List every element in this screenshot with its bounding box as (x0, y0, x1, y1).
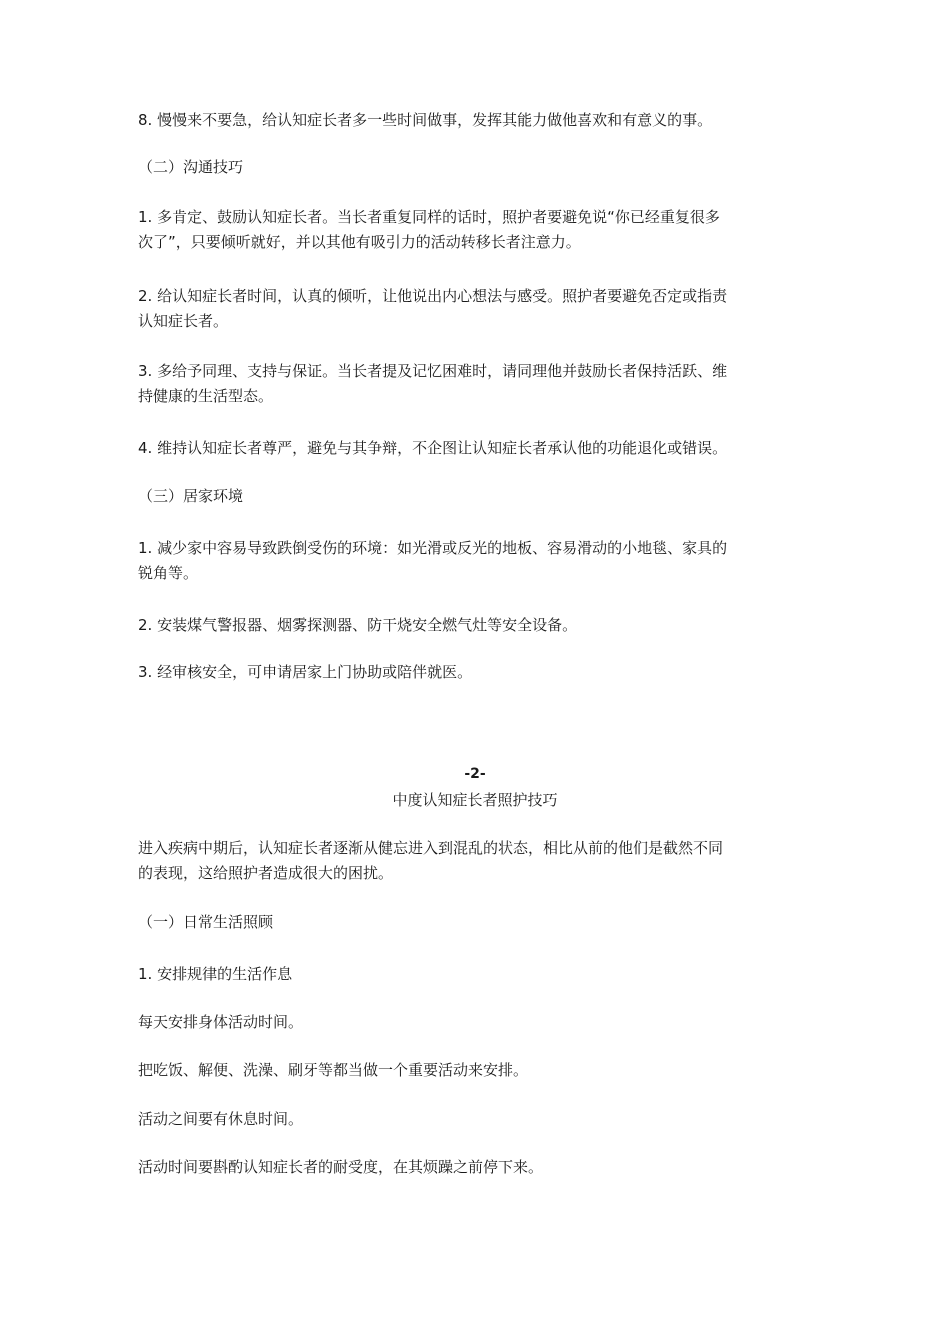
heading-home-environment: （三）居家环境 (138, 487, 244, 505)
comm-item-2-line-1: 2. 给认知症长者时间，认真的倾听，让他说出内心想法与感受。照护者要避免否定或指责 (138, 287, 728, 305)
daily-point-4: 活动时间要斟酌认知症长者的耐受度，在其烦躁之前停下来。 (138, 1158, 544, 1176)
intro-line-2: 的表现，这给照护者造成很大的困扰。 (138, 864, 394, 882)
home-item-2: 2. 安装煤气警报器、烟雾探测器、防干烧安全燃气灶等安全设备。 (138, 616, 578, 634)
heading-communication-skills: （二）沟通技巧 (138, 158, 244, 176)
intro-line-1: 进入疾病中期后，认知症长者逐渐从健忘进入到混乱的状态，相比从前的他们是截然不同 (138, 839, 724, 857)
comm-item-1-line-2: 次了”，只要倾听就好，并以其他有吸引力的活动转移长者注意力。 (138, 233, 581, 251)
daily-item-1: 1. 安排规律的生活作息 (138, 965, 293, 983)
home-item-1-line-1: 1. 减少家中容易导致跌倒受伤的环境：如光滑或反光的地板、容易滑动的小地毯、家具的 (138, 539, 728, 557)
comm-item-3-line-2: 持健康的生活型态。 (138, 387, 274, 405)
care-tip-8: 8. 慢慢来不要急，给认知症长者多一些时间做事，发挥其能力做他喜欢和有意义的事。 (138, 111, 713, 129)
home-item-1-line-2: 锐角等。 (138, 564, 199, 582)
heading-daily-care: （一）日常生活照顾 (138, 913, 274, 931)
daily-point-2: 把吃饭、解便、洗澡、刷牙等都当做一个重要活动来安排。 (138, 1061, 529, 1079)
daily-point-1: 每天安排身体活动时间。 (138, 1013, 304, 1031)
section-title: 中度认知症长者照护技巧 (392, 791, 558, 809)
page-number: -2- (464, 766, 486, 782)
comm-item-4: 4. 维持认知症长者尊严，避免与其争辩，不企图让认知症长者承认他的功能退化或错误。 (138, 439, 728, 457)
daily-point-3: 活动之间要有休息时间。 (138, 1110, 304, 1128)
comm-item-1-line-1: 1. 多肯定、鼓励认知症长者。当长者重复同样的话时，照护者要避免说“你已经重复很多 (138, 208, 720, 226)
home-item-3: 3. 经审核安全，可申请居家上门协助或陪伴就医。 (138, 663, 473, 681)
comm-item-2-line-2: 认知症长者。 (138, 312, 229, 330)
comm-item-3-line-1: 3. 多给予同理、支持与保证。当长者提及记忆困难时，请同理他并鼓励长者保持活跃、维 (138, 362, 728, 380)
